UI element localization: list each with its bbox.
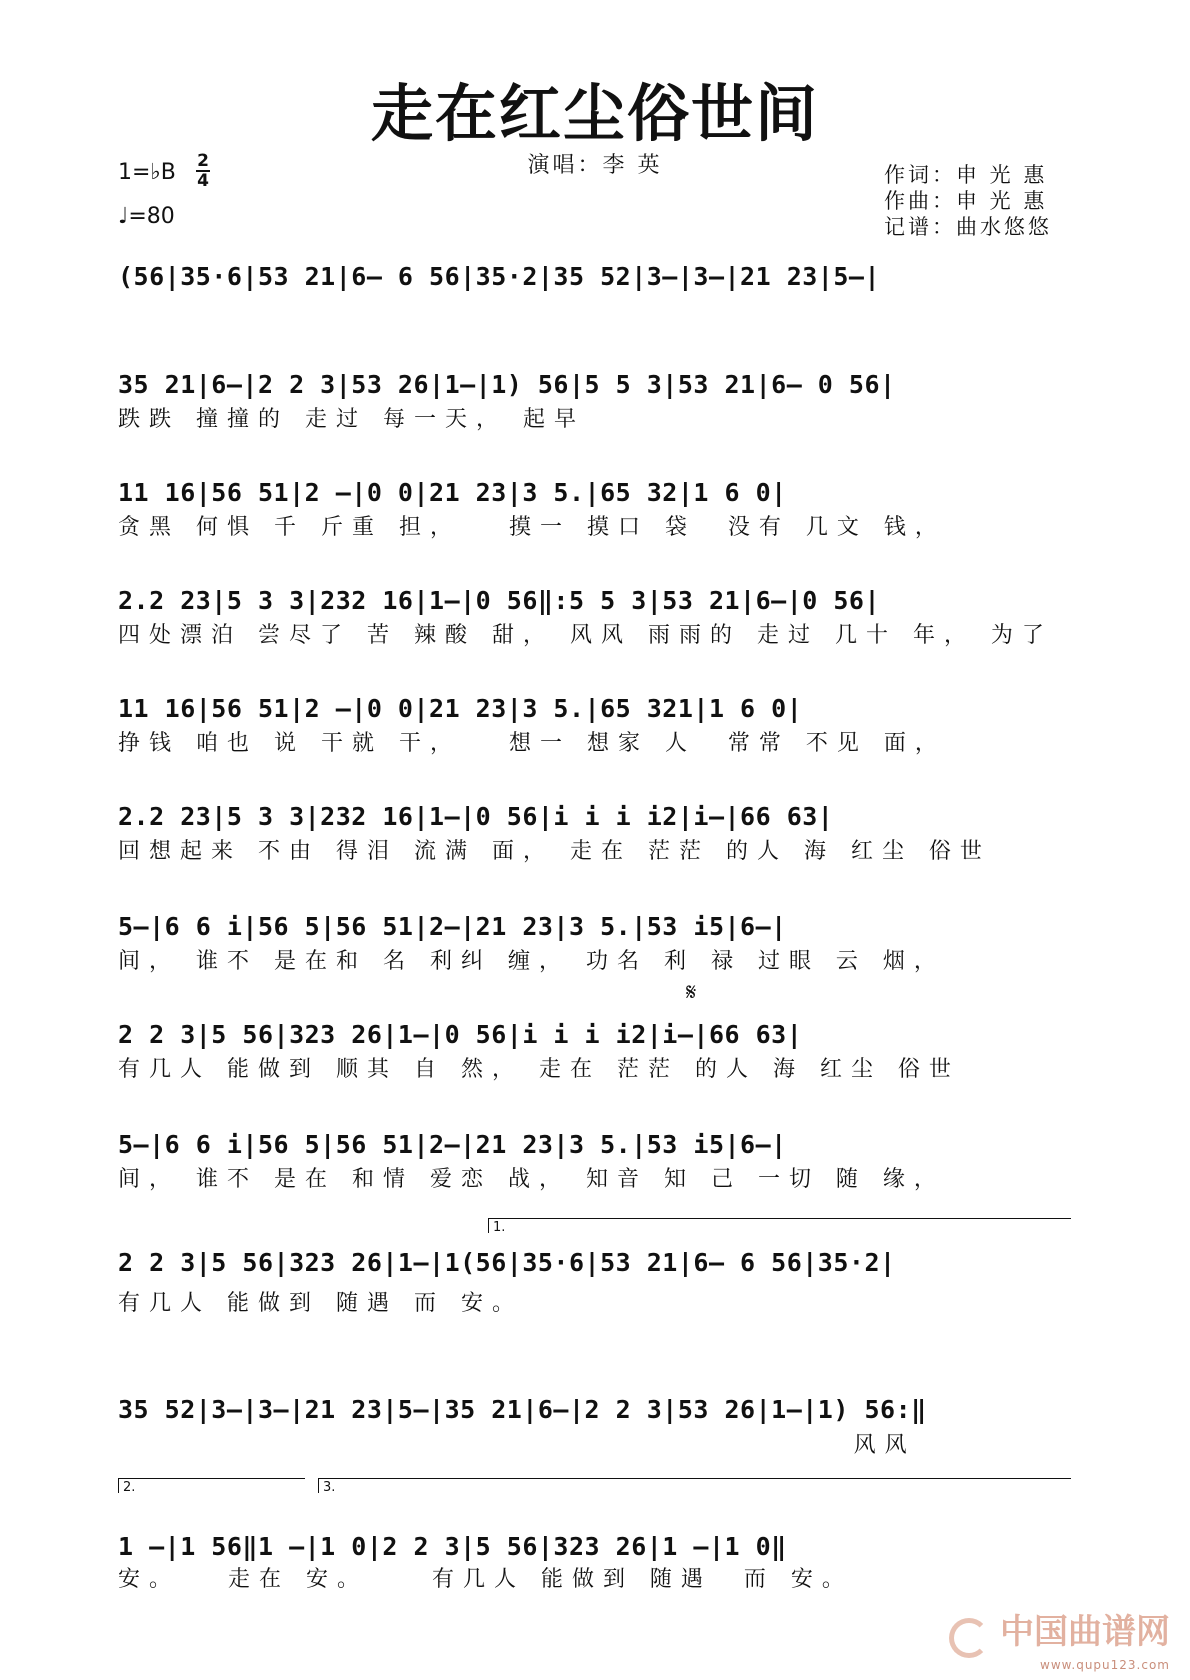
ending-bracket-3 xyxy=(318,1478,1071,1493)
notation-row: 1 –|1 56‖1 –|1 0|2 2 3|5 56|323 26|1 –|1 0‖ xyxy=(118,1532,787,1561)
notation-row: 11 16|56 51|2 –|0 0|21 23|3 5.|65 321|1 6 0| xyxy=(118,694,803,723)
notation-row: 5–|6 6 i|56 5|56 51|2–|21 23|3 5.|53 i5|6–| xyxy=(118,912,787,941)
composer-credit: 作曲：申 光 惠 xyxy=(884,189,1048,213)
notation-row: 2.2 23|5 3 3|232 16|1–|0 56‖:5 5 3|53 21|6–|0 56| xyxy=(118,586,881,615)
lyrics-row: 间， 谁不 是在和 名 利纠 缠， 功名 利 禄 过眼 云 烟， xyxy=(118,949,945,974)
lyrics-row: 挣钱 咱也 说 干就 干， 想一 想家 人 常常 不见 面， xyxy=(118,731,946,756)
ending-label-1: 1. xyxy=(493,1220,506,1235)
singer-credit: 演唱：李 英 xyxy=(527,153,663,178)
lyrics-row: 贪黑 何惧 千 斤重 担， 摸一 摸口 袋 没有 几文 钱， xyxy=(118,515,946,540)
time-signature-top: 2 xyxy=(197,151,209,171)
notation-row: 2.2 23|5 3 3|232 16|1–|0 56|i i i i2|i–|66 63| xyxy=(118,802,834,831)
notation-row: 35 21|6–|2 2 3|53 26|1–|1) 56|5 5 3|53 21|6– 0 56| xyxy=(118,370,896,399)
time-signature-bottom: 4 xyxy=(197,171,209,191)
lyrics-row: 安。 走在 安。 有几人 能做到 随遇 而 安。 xyxy=(118,1567,853,1592)
site-logo-icon xyxy=(949,1618,989,1658)
lyrics-row: 风风 xyxy=(118,1433,916,1458)
lyrics-row: 四处漂泊 尝尽了 苦 辣酸 甜， 风风 雨雨的 走过 几十 年， 为了 xyxy=(118,623,1053,648)
watermark xyxy=(949,1604,1170,1673)
lyrics-row: 有几人 能做到 顺其 自 然， 走在 茫茫 的人 海 红尘 俗世 xyxy=(118,1057,960,1082)
lyrics-row: 跌跌 撞撞的 走过 每一天， 起早 xyxy=(118,407,585,432)
credits-block xyxy=(884,162,1052,240)
watermark-url: www.qupu123.com xyxy=(1040,1658,1170,1672)
watermark-brand: 中国曲谱网 xyxy=(1000,1611,1170,1652)
lyrics-row: 有几人 能做到 随遇 而 安。 xyxy=(118,1291,523,1316)
lyricist-credit: 作词：申 光 惠 xyxy=(884,163,1048,187)
time-signature xyxy=(196,152,210,190)
lyrics-row: 回想起来 不由 得泪 流满 面， 走在 茫茫 的人 海 红尘 俗世 xyxy=(118,839,991,864)
ending-label-2: 2. xyxy=(123,1480,136,1495)
tempo-marking: ♩=80 xyxy=(118,204,175,229)
key-signature: 1=♭B xyxy=(118,160,176,185)
notation-row: (56|35·6|53 21|6– 6 56|35·2|35 52|3–|3–|21 23|5–| xyxy=(118,262,881,291)
lyrics-row: 间， 谁不 是在 和情 爱恋 战， 知音 知 己 一切 随 缘， xyxy=(118,1167,945,1192)
segno-sign: 𝄋 xyxy=(686,978,697,1006)
transcriber-credit: 记谱：曲水悠悠 xyxy=(884,215,1052,239)
ending-label-3: 3. xyxy=(323,1480,336,1495)
notation-row: 2 2 3|5 56|323 26|1–|0 56|i i i i2|i–|66 63| xyxy=(118,1020,803,1049)
notation-row: 11 16|56 51|2 –|0 0|21 23|3 5.|65 32|1 6 0| xyxy=(118,478,787,507)
notation-row: 35 52|3–|3–|21 23|5–|35 21|6–|2 2 3|53 26|1–|1) 56:‖ xyxy=(118,1395,927,1424)
notation-row: 2 2 3|5 56|323 26|1–|1(56|35·6|53 21|6– 6 56|35·2| xyxy=(118,1248,896,1277)
ending-bracket-2 xyxy=(118,1478,305,1493)
ending-bracket-1 xyxy=(488,1218,1071,1233)
page-title: 走在红尘俗世间 xyxy=(370,77,819,150)
notation-row: 5–|6 6 i|56 5|56 51|2–|21 23|3 5.|53 i5|6–| xyxy=(118,1130,787,1159)
